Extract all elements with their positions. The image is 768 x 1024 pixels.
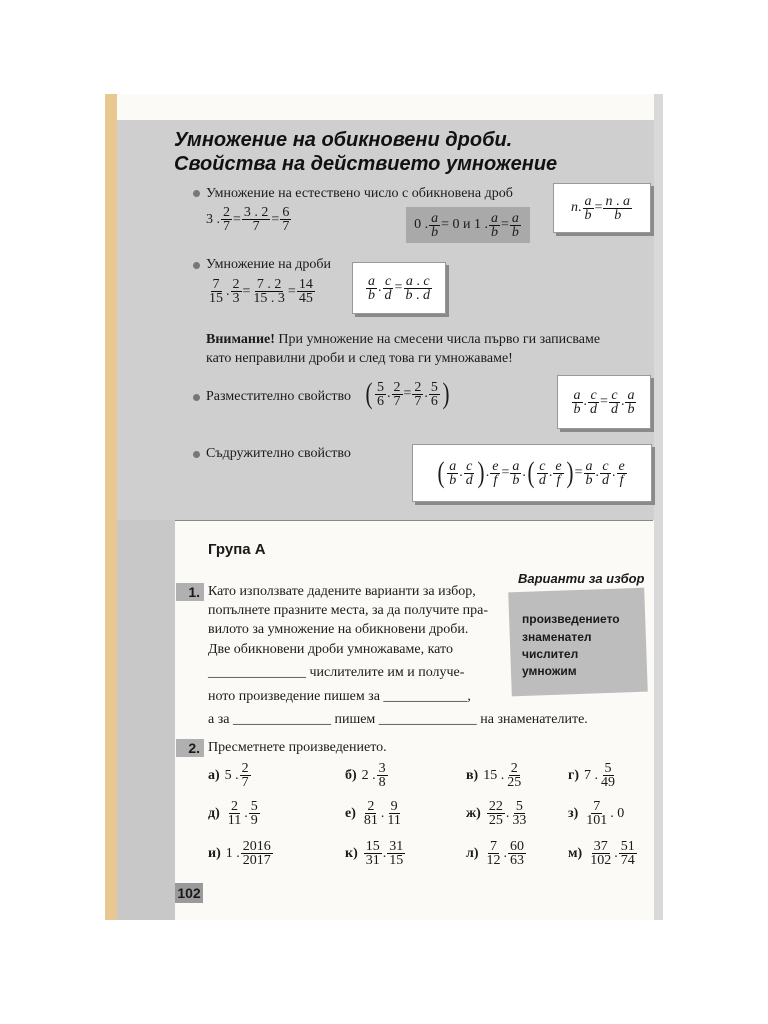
- exercise-label: ж): [466, 805, 481, 821]
- task2-number: 2.: [176, 739, 204, 757]
- exercise-margin: [117, 520, 175, 920]
- title-line-1: Умножение на обикновени дроби.: [174, 129, 513, 151]
- formula-fraction-product-example: $\frac{7}{15}$ . $\frac{2}{3}$ = $\frac{7 . 2}{15 . 3}$ = $\frac{14}{45}$: [209, 277, 313, 306]
- formula-fraction-product: $\frac{a}{b}$ . $\frac{c}{d}$ = $\frac{a . c}{b . d}$: [352, 262, 446, 314]
- option-item: произведението: [522, 612, 620, 626]
- bullet1-label: Умножение на естествено число с обикновена дроб: [206, 186, 513, 201]
- attention-line-2: като неправилни дроби и след това ги умножаваме!: [206, 351, 513, 366]
- formula-zero-one: 0 . $\frac{a}{b}$ = 0 и 1 . $\frac{a}{b}$ = $\frac{a}{b}$: [406, 207, 530, 243]
- bullet-icon: [193, 394, 200, 401]
- exercise-l: л) $\frac{7}{12}$ . $\frac{60}{63}$: [466, 839, 525, 868]
- bullet-icon: [193, 190, 200, 197]
- bullet-icon: [193, 451, 200, 458]
- exercise-label: и): [208, 845, 221, 861]
- formula-commutative-example: ( $\frac{5}{6}$ . $\frac{2}{7}$ = $\frac{2}{7}$ . $\frac{5}{6}$ ): [365, 377, 450, 410]
- exercise-e: е) $\frac{2}{81}$ . $\frac{9}{11}$: [345, 799, 401, 828]
- option-item: знаменател: [522, 630, 592, 644]
- option-item: числител: [522, 647, 579, 661]
- attention-label: Внимание!: [206, 332, 275, 347]
- formula-natural-times-fraction: 3 . $\frac{2}{7}$ = $\frac{3 . 2}{7}$ = $\frac{6}{7}$: [206, 205, 290, 234]
- exercise-label: м): [568, 845, 583, 861]
- exercise-label: з): [568, 805, 579, 821]
- task1-number: 1.: [176, 583, 204, 601]
- exercise-label: в): [466, 767, 479, 783]
- task1-fill-4: а за ______________ пишем ______________ на знаменателите.: [208, 712, 588, 727]
- task1-line-3: вилото за умножение на обикновени дроби.: [208, 622, 469, 637]
- bullet-icon: [193, 262, 200, 269]
- task1-fill-3: ното произведение пишем за ____________,: [208, 689, 471, 704]
- task1-fill-2: ______________ числителите им и получе-: [208, 665, 465, 680]
- task1-line-1: Като използвате дадените варианти за избор,: [208, 584, 476, 599]
- exercise-v: в) 15 . $\frac{2}{25}$: [466, 761, 522, 790]
- page-number: 102: [175, 883, 203, 903]
- exercise-label: л): [466, 845, 479, 861]
- exercise-a: а) 5 . $\frac{2}{7}$: [208, 761, 249, 790]
- exercise-label: г): [568, 767, 580, 783]
- exercise-label: а): [208, 767, 220, 783]
- exercise-g: г) 7 . $\frac{5}{49}$: [568, 761, 616, 790]
- exercise-z: з) $\frac{7}{101}$ . 0: [568, 799, 625, 828]
- option-item: умножим: [522, 664, 577, 678]
- exercise-b: б) 2 . $\frac{3}{8}$: [345, 761, 386, 790]
- bullet4-label: Съдружително свойство: [206, 446, 351, 461]
- title-line-2: Свойства на действието умножение: [174, 153, 558, 175]
- exercise-k: к) $\frac{15}{31}$ . $\frac{31}{15}$: [345, 839, 404, 868]
- exercise-d: д) $\frac{2}{11}$ . $\frac{5}{9}$: [208, 799, 258, 828]
- exercise-label: к): [345, 845, 358, 861]
- group-title: Група А: [208, 541, 266, 558]
- task1-line-2: попълнете празните места, за да получите пра-: [208, 603, 489, 618]
- options-title: Варианти за избор: [518, 571, 645, 586]
- exercise-label: б): [345, 767, 357, 783]
- task2-text: Пресметнете произведението.: [208, 740, 387, 755]
- page-title: [174, 128, 557, 176]
- bullet2-label: Умножение на дроби: [206, 257, 332, 272]
- task1-fill-1: Две обикновени дроби умножаваме, като: [208, 642, 453, 657]
- formula-commutative: $\frac{a}{b}$ . $\frac{c}{d}$ = $\frac{c}{d}$ . $\frac{a}{b}$: [557, 375, 651, 429]
- section-divider: [175, 520, 653, 521]
- exercise-label: е): [345, 805, 356, 821]
- bullet3-label: Разместително свойство: [206, 389, 351, 404]
- exercise-zh: ж) $\frac{22}{25}$ . $\frac{5}{33}$: [466, 799, 527, 828]
- exercise-label: д): [208, 805, 220, 821]
- attention-line-1: При умножение на смесени числа първо ги записваме: [278, 332, 601, 347]
- exercise-i: и) 1 . $\frac{2016}{2017}$: [208, 839, 271, 868]
- formula-n-times-fraction: n . $\frac{a}{b}$ = $\frac{n . a}{b}$: [553, 183, 651, 233]
- page-edge-right: [654, 94, 663, 920]
- attention-note: [206, 331, 600, 348]
- exercise-m: м) $\frac{37}{102}$ . $\frac{51}{74}$: [568, 839, 635, 868]
- page-edge-left: [105, 94, 117, 920]
- formula-associative: ( $\frac{a}{b}$ . $\frac{c}{d}$ ) . $\frac{e}{f}$ = $\frac{a}{b}$ . ( $\frac{c}{d}$ . $\frac{e}{f}$ ) = $\frac{a}{b}$ . $\frac{c}{d}$ . $\frac{e}{f}$: [412, 444, 652, 502]
